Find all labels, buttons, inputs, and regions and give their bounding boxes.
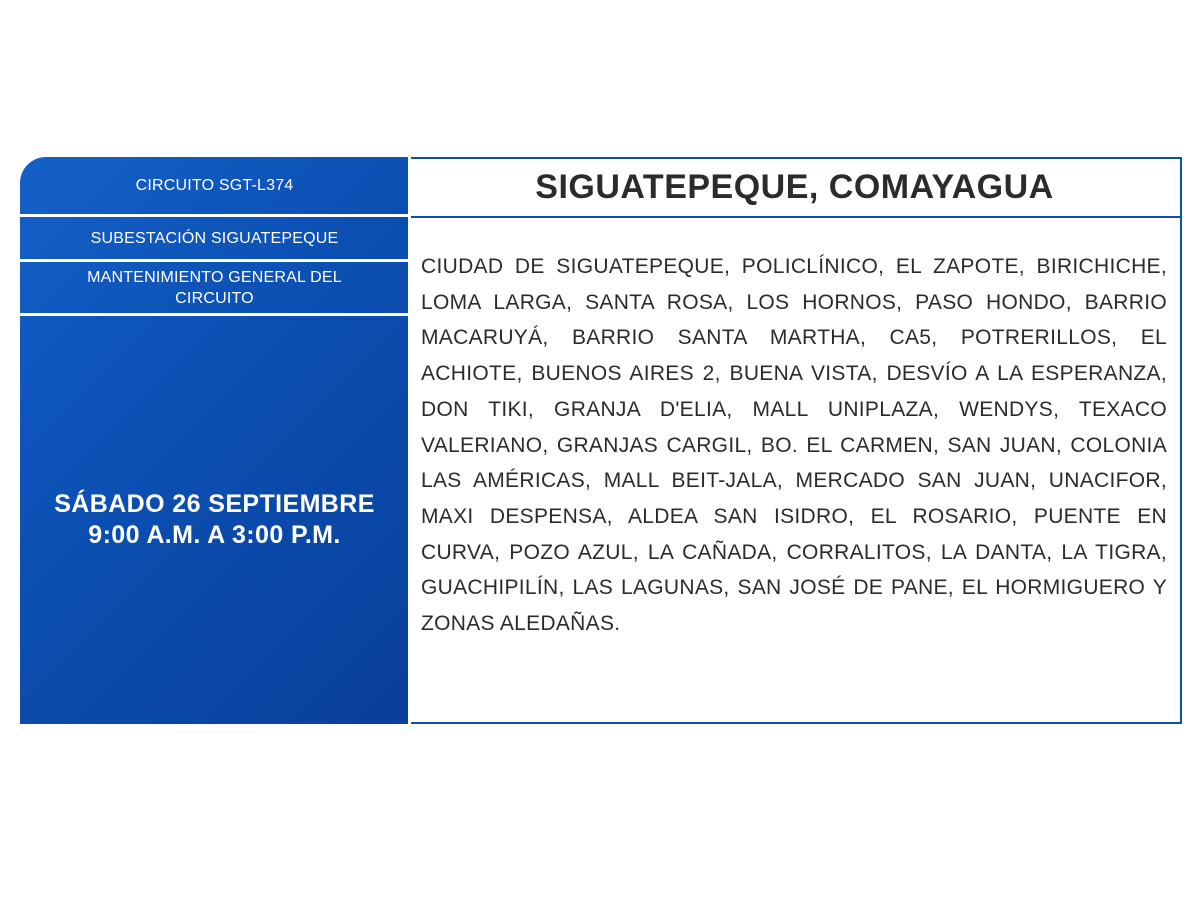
- areas-panel: [409, 157, 1182, 724]
- maintenance-label: MANTENIMIENTO GENERAL DEL CIRCUITO: [87, 268, 342, 307]
- affected-areas-text: CIUDAD DE SIGUATEPEQUE, POLICLÍNICO, EL ZAPOTE, BIRICHICHE, LOMA LARGA, SANTA ROSA, LOS HORNOS, PASO HONDO, BARRIO MACARUYÁ, BARRIO SANTA MARTHA, CA5, POTRERILLOS, EL ACHIOTE, BUENOS AIRES 2, BUENA VISTA, DESVÍO A LA ESPERANZA, DON TIKI, GRANJA D'ELIA, MALL UNIPLAZA, WENDYS, TEXACO VALERIANO, GRANJAS CARGIL, BO. EL CARMEN, SAN JUAN, COLONIA LAS AMÉRICAS, MALL BEIT-JALA, MERCADO SAN JUAN, UNACIFOR, MAXI DESPENSA, ALDEA SAN ISIDRO, EL ROSARIO, PUENTE EN CURVA, POZO AZUL, LA CAÑADA, CORRALITOS, LA DANTA, LA TIGRA, GUACHIPILÍN, LAS LAGUNAS, SAN JOSÉ DE PANE, EL HORMIGUERO Y ZONAS ALEDAÑAS.: [421, 255, 1167, 636]
- date-label: SÁBADO 26 SEPTIEMBRE: [54, 490, 375, 518]
- time-label: 9:00 A.M. A 3:00 P.M.: [88, 521, 341, 549]
- substation-label: SUBESTACIÓN SIGUATEPEQUE: [90, 229, 339, 247]
- outage-notice: [20, 157, 1182, 724]
- location-title: SIGUATEPEQUE, COMAYAGUA: [535, 168, 1054, 206]
- schedule-block: [20, 316, 409, 724]
- divider: [409, 216, 1180, 218]
- circuit-label: CIRCUITO SGT-L374: [135, 177, 294, 194]
- info-panel: [20, 157, 409, 724]
- column-divider: [408, 157, 411, 724]
